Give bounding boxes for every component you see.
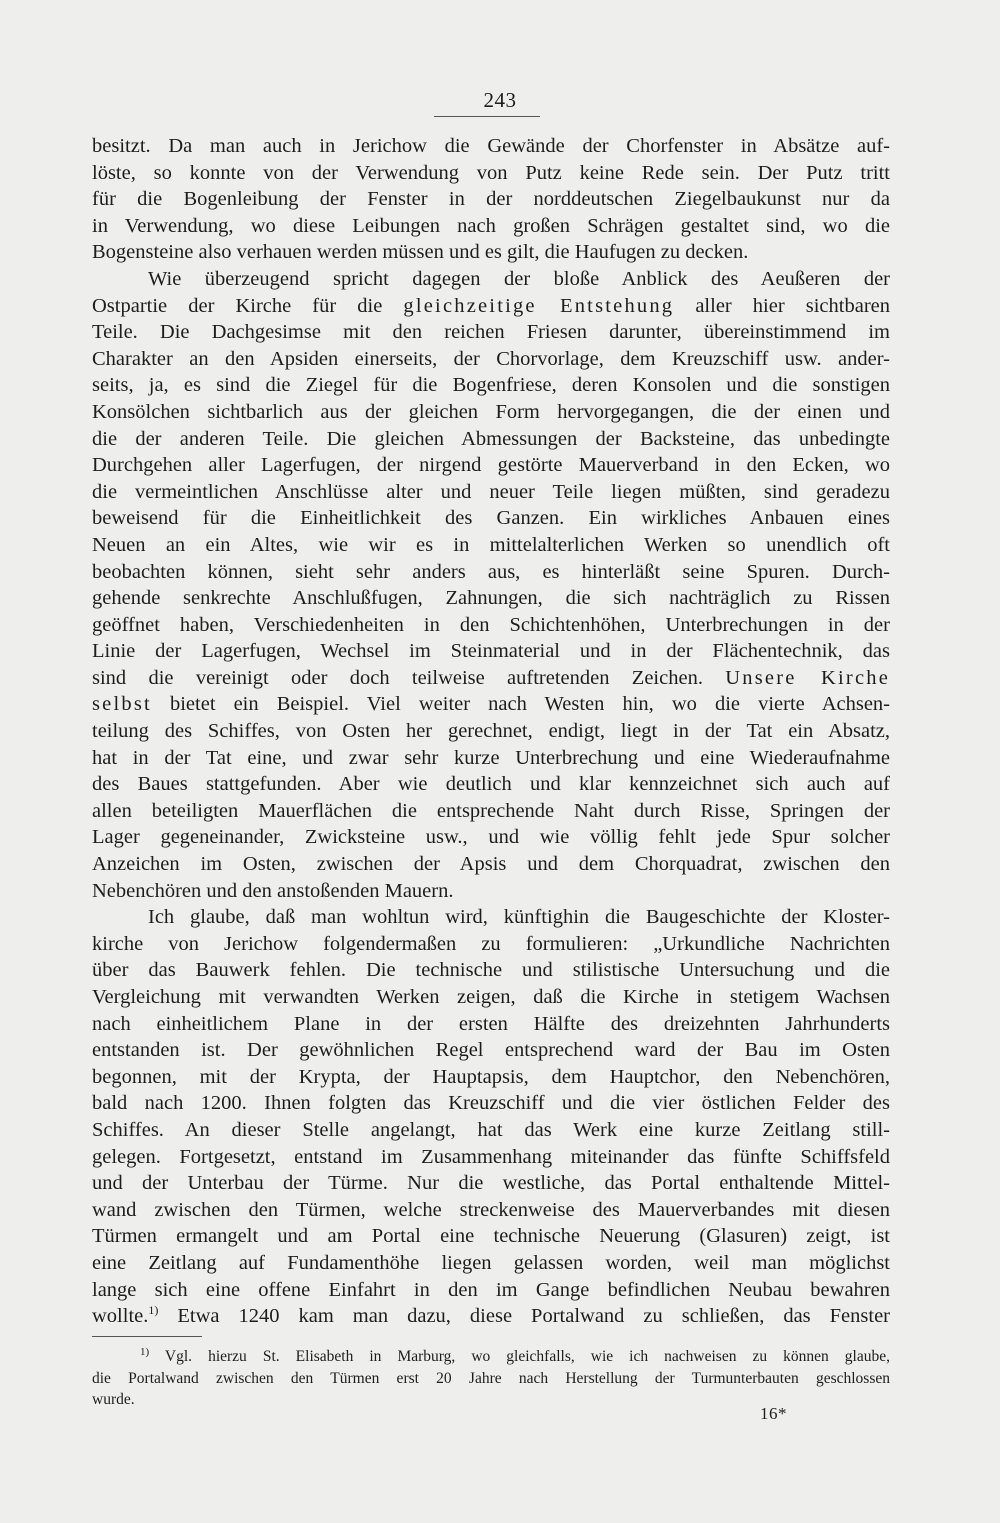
page-number: 243 bbox=[483, 88, 517, 112]
text-line: die vermeintlichen Anschlüsse alter und neuer Teile liegen müßten, sind geradezu bbox=[92, 480, 890, 503]
text-fragment: Vgl. hierzu St. Elisabeth in Marburg, wo gleichfalls, wie ich nachweisen zu können glaube, bbox=[149, 1348, 890, 1365]
text-line: seits, ja, es sind die Ziegel für die Bogenfriese, deren Konsolen und die sonstigen bbox=[92, 374, 890, 397]
footnote-mark: 1) bbox=[140, 1345, 150, 1358]
footnote-reference[interactable]: 1) bbox=[148, 1303, 159, 1318]
text-line: Anzeichen im Osten, zwischen der Apsis und dem Chorquadrat, zwischen den bbox=[92, 853, 890, 876]
text-fragment: Ostpartie der Kirche für die bbox=[92, 294, 404, 317]
text-line: Charakter an den Apsiden einerseits, der Chorvorlage, dem Kreuzschiff usw. ander- bbox=[92, 347, 890, 370]
text-line: Ich glaube, daß man wohltun wird, künftighin die Baugeschichte der Kloster- bbox=[148, 906, 890, 929]
text-line: gelegen. Fortgesetzt, entstand im Zusammenhang miteinander das fünfte Schiffsfeld bbox=[92, 1145, 890, 1168]
text-line: bald nach 1200. Ihnen folgten das Kreuzschiff und die vier östlichen Felder des bbox=[92, 1092, 890, 1115]
text-line: für die Bogenleibung der Fenster in der norddeutschen Ziegelbaukunst nur da bbox=[92, 188, 890, 211]
emphasis-spaced: gleichzeitige Entstehung bbox=[403, 294, 675, 317]
body-text bbox=[92, 133, 890, 1330]
footnote-line: die Portalwand zwischen den Türmen erst 20 Jahre nach Herstellung der Turmunterbauten geschlossen bbox=[92, 1369, 890, 1387]
text-line: Teile. Die Dachgesimse mit den reichen Friesen darunter, übereinstimmend im bbox=[92, 321, 890, 344]
text-line: Wie überzeugend spricht dagegen der bloße Anblick des Aeußeren der bbox=[148, 267, 890, 290]
text-line: kirche von Jerichow folgendermaßen zu formulieren: „Urkundliche Nachrichten bbox=[92, 932, 890, 955]
text-line: Durchgehen aller Lagerfugen, der nirgend gestörte Mauerverband in den Ecken, wo bbox=[92, 454, 890, 477]
text-line: Bogensteine also verhauen werden müssen und es gilt, die Haufugen zu decken. bbox=[92, 241, 749, 264]
text-line: lange sich eine offene Einfahrt in den im Gange befindlichen Neubau bewahren bbox=[92, 1278, 890, 1301]
text-line: löste, so konnte von der Verwendung von Putz keine Rede sein. Der Putz tritt bbox=[92, 161, 890, 184]
text-line: Lager gegeneinander, Zwicksteine usw., und wie völlig fehlt jede Spur solcher bbox=[92, 826, 890, 849]
page-number-rule bbox=[434, 116, 540, 117]
text-line: allen beteiligten Mauerflächen die entsprechende Naht durch Risse, Springen der bbox=[92, 799, 890, 822]
text-line: und der Unterbau der Türme. Nur die westliche, das Portal enthaltende Mittel- bbox=[92, 1172, 890, 1195]
text-line: beweisend für die Einheitlichkeit des Ganzen. Ein wirkliches Anbauen eines bbox=[92, 507, 890, 530]
footnote-rule bbox=[92, 1336, 202, 1337]
text-line: nach einheitlichem Plane in der ersten Hälfte des dreizehnten Jahrhunderts bbox=[92, 1012, 890, 1035]
text-line: teilung des Schiffes, von Osten her gerechnet, endigt, liegt in der Tat ein Absatz, bbox=[92, 720, 890, 743]
text-line: hat in der Tat eine, und zwar sehr kurze Unterbrechung und eine Wiederaufnahme bbox=[92, 746, 890, 769]
text-line: begonnen, mit der Krypta, der Hauptapsis, dem Hauptchor, den Nebenchören, bbox=[92, 1065, 890, 1088]
text-line bbox=[92, 293, 890, 320]
footnote bbox=[92, 1346, 890, 1411]
text-line: wand zwischen den Türmen, welche streckenweise des Mauerverbandes mit diesen bbox=[92, 1198, 890, 1221]
text-line bbox=[92, 691, 890, 718]
text-line bbox=[92, 665, 890, 692]
text-line: beobachten können, sieht sehr anders aus, es hinterläßt seine Spuren. Durch- bbox=[92, 560, 890, 583]
text-line: gehende senkrechte Anschlußfugen, Zahnungen, die sich nachträglich zu Rissen bbox=[92, 587, 890, 610]
text-line: Linie der Lagerfugen, Wechsel im Steinmaterial und in der Flächentechnik, das bbox=[92, 640, 890, 663]
text-line: Türmen ermangelt und am Portal eine technische Neuerung (Glasuren) zeigt, ist bbox=[92, 1225, 890, 1248]
text-line: besitzt. Da man auch in Jerichow die Gewände der Chorfenster in Absätze auf- bbox=[92, 135, 890, 157]
text-line: in Verwendung, wo diese Leibungen nach großen Schrägen gestaltet sind, wo die bbox=[92, 214, 890, 237]
text-line: Konsölchen sichtbarlich aus der gleichen Form hervorgegangen, die der einen und bbox=[92, 400, 890, 423]
footnote-line bbox=[92, 1346, 890, 1368]
emphasis-spaced: Unsere Kirche bbox=[725, 666, 891, 689]
text-line: eine Zeitlang auf Fundamenthöhe liegen gelassen worden, weil man möglichst bbox=[92, 1251, 890, 1274]
text-fragment: bietet ein Beispiel. Viel weiter nach Westen hin, wo die vierte Achsen- bbox=[151, 693, 890, 716]
text-line: Nebenchören und den anstoßenden Mauern. bbox=[92, 879, 454, 902]
text-line bbox=[92, 1303, 890, 1330]
text-fragment: Etwa 1240 kam man dazu, diese Portalwand zu schließen, das Fenster bbox=[158, 1305, 890, 1328]
printer-signature: 16* bbox=[760, 1404, 787, 1423]
footnote-line: wurde. bbox=[92, 1391, 135, 1408]
emphasis-spaced: selbst bbox=[92, 693, 152, 716]
text-line: des Baues stattgefunden. Aber wie deutlich und klar kennzeichnet sich auch auf bbox=[92, 773, 890, 796]
text-line: Neuen an ein Altes, wie wir es in mittelalterlichen Werken so unendlich oft bbox=[92, 533, 890, 556]
text-fragment: aller hier sichtbaren bbox=[674, 294, 890, 317]
text-line: Schiffes. An dieser Stelle angelangt, hat das Werk eine kurze Zeitlang still- bbox=[92, 1118, 890, 1141]
text-fragment: wollte. bbox=[92, 1305, 149, 1328]
text-line: entstanden ist. Der gewöhnlichen Regel entsprechend ward der Bau im Osten bbox=[92, 1039, 890, 1062]
text-line: über das Bauwerk fehlen. Die technische und stilistische Untersuchung und die bbox=[92, 959, 890, 982]
text-line: Vergleichung mit verwandten Werken zeigen, daß die Kirche in stetigem Wachsen bbox=[92, 986, 890, 1008]
text-fragment: sind die vereinigt oder doch teilweise auftretenden Zeichen. bbox=[92, 666, 726, 689]
text-line: geöffnet haben, Verschiedenheiten in den Schichtenhöhen, Unterbrechungen in der bbox=[92, 613, 890, 636]
text-line: die der anderen Teile. Die gleichen Abmessungen der Backsteine, das unbedingte bbox=[92, 427, 890, 450]
